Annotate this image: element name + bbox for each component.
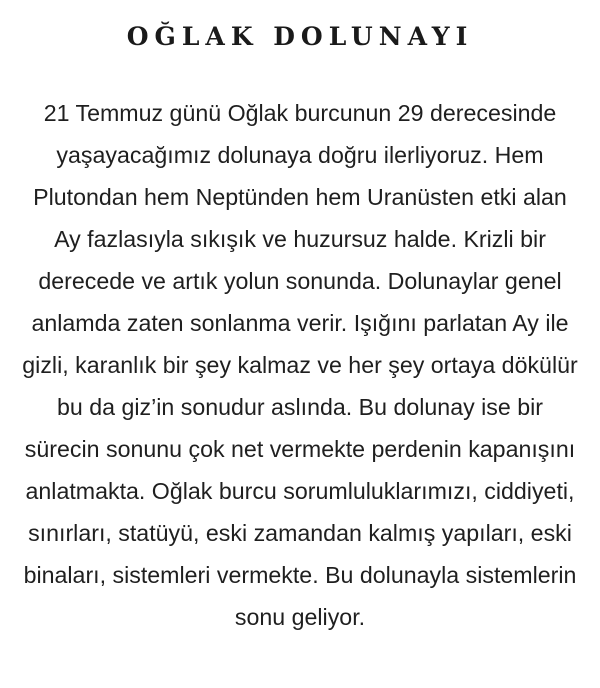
paragraph-line: sürecin sonunu çok net vermekte perdenin kapanışını	[24, 436, 576, 462]
paragraph-line: anlamda zaten sonlanma verir. Işığını parlatan Ay ile	[31, 310, 569, 336]
paragraph-line: yaşayacağımız dolunaya doğru ilerliyoruz. Hem	[56, 142, 544, 168]
body-paragraph	[14, 92, 586, 638]
paragraph-line: derecede ve artık yolun sonunda. Dolunaylar genel	[38, 268, 562, 294]
paragraph-line: Plutondan hem Neptünden hem Uranüsten etki alan	[33, 184, 567, 210]
paragraph-line: gizli, karanlık bir şey kalmaz ve her şey ortaya dökülür	[22, 352, 578, 378]
paragraph-line: sonu geliyor.	[234, 604, 366, 630]
paragraph-line: binaları, sistemleri vermekte. Bu dolunayla sistemlerin	[23, 562, 577, 588]
page-title: OĞLAK DOLUNAYI	[126, 22, 474, 51]
paragraph-line: sınırları, statüyü, eski zamandan kalmış yapıları, eski	[28, 520, 572, 546]
paragraph-line: anlatmakta. Oğlak burcu sorumluluklarımızı, ciddiyeti,	[25, 478, 575, 504]
paragraph-line: bu da giz’in sonudur aslında. Bu dolunay ise bir	[57, 394, 543, 420]
paragraph-line: 21 Temmuz günü Oğlak burcunun 29 derecesinde	[43, 100, 557, 126]
paragraph-line: Ay fazlasıyla sıkışık ve huzursuz halde. Krizli bir	[54, 226, 546, 252]
